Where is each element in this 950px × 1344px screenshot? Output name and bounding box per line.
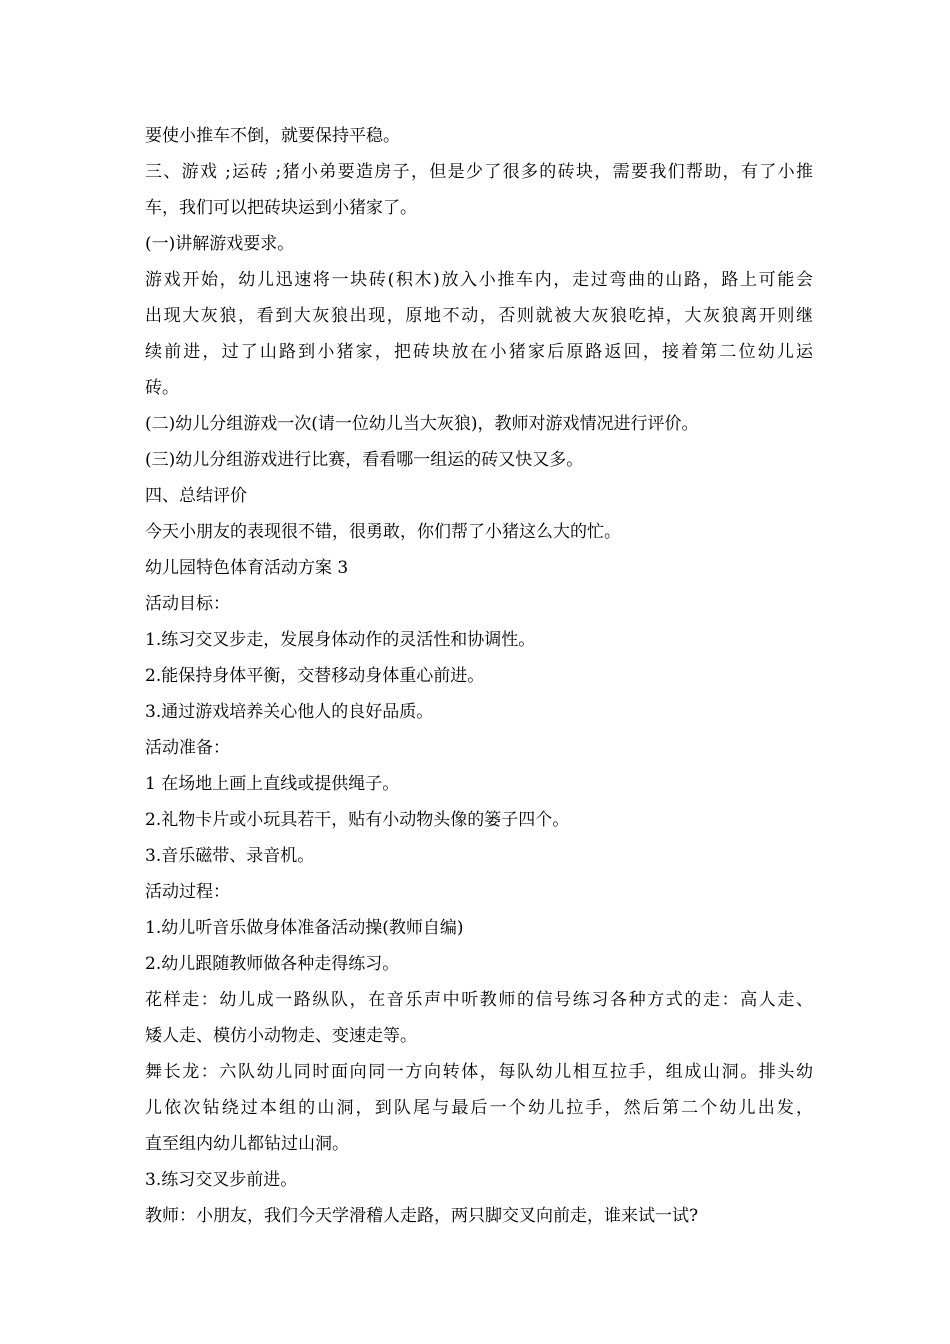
text-line: 舞长龙：六队幼儿同时面向同一方向转体，每队幼儿相互拉手，组成山洞。排头幼 [145,1062,813,1082]
text-line: 砖。 [145,378,179,398]
text-line: (三)幼儿分组游戏进行比赛，看看哪一组运的砖又快又多。 [145,450,584,470]
text-line: 3.音乐磁带、录音机。 [145,846,315,866]
document-body [145,118,813,1234]
text-line: 今天小朋友的表现很不错，很勇敢，你们帮了小猪这么大的忙。 [145,522,621,542]
text-line: 活动目标： [145,594,230,614]
text-line: 2.幼儿跟随教师做各种走得练习。 [145,954,400,974]
text-line: 活动准备： [145,738,230,758]
text-line: 幼儿园特色体育活动方案 3 [145,558,349,578]
text-line: 活动过程： [145,882,230,902]
text-line: (一)讲解游戏要求。 [145,234,295,254]
text-line: 儿依次钻绕过本组的山洞，到队尾与最后一个幼儿拉手，然后第二个幼儿出发， [145,1098,813,1118]
text-line: 3.通过游戏培养关心他人的良好品质。 [145,702,434,722]
text-line: 2.能保持身体平衡，交替移动身体重心前进。 [145,666,485,686]
text-line: 2.礼物卡片或小玩具若干，贴有小动物头像的篓子四个。 [145,810,570,830]
text-line: 出现大灰狼，看到大灰狼出现，原地不动，否则就被大灰狼吃掉，大灰狼离开则继 [145,306,813,326]
text-line: 3.练习交叉步前进。 [145,1170,298,1190]
text-line: 教师：小朋友，我们今天学滑稽人走路，两只脚交叉向前走，谁来试一试? [145,1206,699,1226]
text-line: 1 在场地上画上直线或提供绳子。 [145,774,400,794]
text-line: 1.练习交叉步走，发展身体动作的灵活性和协调性。 [145,630,536,650]
text-line: 四、总结评价 [145,486,247,506]
text-line: 要使小推车不倒，就要保持平稳。 [145,126,400,146]
text-line: 直至组内幼儿都钻过山洞。 [145,1134,349,1154]
text-line: 三、游戏 ;运砖 ;猪小弟要造房子，但是少了很多的砖块，需要我们帮助，有了小推 [145,162,813,182]
text-line: 矮人走、模仿小动物走、变速走等。 [145,1026,417,1046]
text-line: 游戏开始，幼儿迅速将一块砖(积木)放入小推车内，走过弯曲的山路，路上可能会 [145,270,813,290]
text-line: (二)幼儿分组游戏一次(请一位幼儿当大灰狼)，教师对游戏情况进行评价。 [145,414,699,434]
text-line: 续前进，过了山路到小猪家，把砖块放在小猪家后原路返回，接着第二位幼儿运 [145,342,813,362]
text-line: 1.幼儿听音乐做身体准备活动操(教师自编) [145,918,464,938]
text-line: 花样走：幼儿成一路纵队，在音乐声中听教师的信号练习各种方式的走：高人走、 [145,990,813,1010]
text-line: 车，我们可以把砖块运到小猪家了。 [145,198,417,218]
